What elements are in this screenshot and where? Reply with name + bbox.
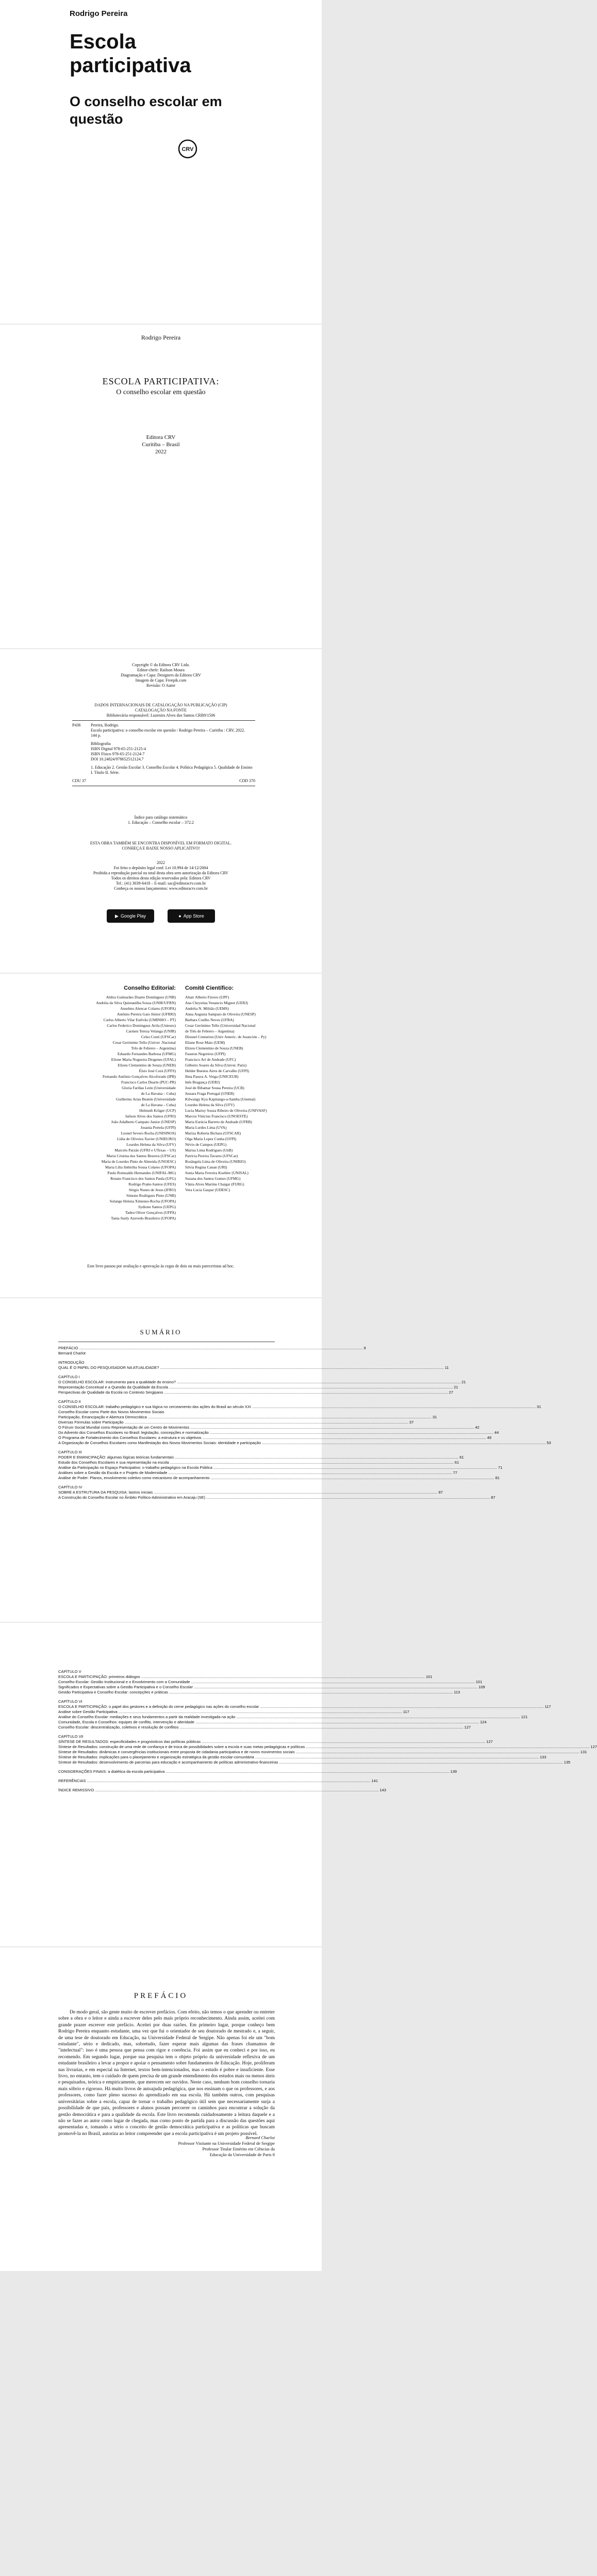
catalog-bibliography: Bibliografia (91, 741, 111, 746)
toc-entry-page: 81 (495, 1476, 500, 1480)
council-member: Mariza Roberta Bichara (UFSCAR) (185, 1131, 241, 1136)
imprint-publisher: Editora CRV (146, 434, 176, 440)
council-member: Paulo Romualdo Hernandes (UNIFAL-MG) (107, 1171, 176, 1175)
preface-signature (58, 2135, 275, 2158)
council-member: Patrícia Pereira Tavares (UFSCar) (185, 1154, 238, 1158)
toc-entry-label: A Organização de Conselhos Escolares como Manifestação dos Novos Movimentos Sociais: identidade e participação ..... (58, 1440, 545, 1446)
toc-entry-label: Participação, Emancipação e Abertura Democrática ..... (58, 1415, 432, 1420)
council-member: Silvia Regina Canan (URI) (185, 1165, 227, 1170)
toc-entry-page: 61 (459, 1455, 464, 1460)
toc-entry-page: 21 (454, 1385, 458, 1389)
ebook-line-2: CONHEÇA E BAIXE NOSSO APLICATIVO! (122, 846, 200, 851)
toc-heading[interactable]: INTRODUÇÃO (58, 1360, 85, 1365)
toc-entry-page: 44 (494, 1430, 499, 1435)
toc-entry-page: 53 (546, 1440, 551, 1445)
council-member: Vânia Alves Martins Chaigar (FURG) (185, 1182, 244, 1187)
preface-affiliation-2: Professor Titular Emérito em Ciências da (202, 2146, 275, 2151)
toc-entry-page: 87 (491, 1495, 495, 1500)
council-member: Anselmo Alencar Colares (UFOPA) (120, 1006, 176, 1011)
council-member: Andréia N. Militão (UEMS) (185, 1006, 229, 1011)
council-member: Carlos Federico Domínguez Avila (Unieuro) (107, 1023, 176, 1028)
toc-entry-label: Conselho Escolar: Gestão Institucional e o Envolvimento com a Comunidade ..... (58, 1680, 475, 1685)
cover-page (0, 0, 322, 324)
council-member: Três de Febrero – Argentina) (131, 1046, 176, 1050)
council-member: Gilberto Soares da Silva (Univer. Paris) (185, 1063, 247, 1067)
toc-entry-page: 42 (475, 1425, 479, 1430)
toc-entry-page: 11 (444, 1365, 449, 1370)
toc-entry[interactable] (58, 1495, 495, 1500)
imprint-year: 2022 (155, 449, 167, 455)
summary-page-2 (0, 1623, 597, 1946)
toc-entry[interactable] (58, 1788, 386, 1793)
toc-entry-page: 139 (450, 1769, 457, 1774)
council-member: Maria Lília Imbiriba Sousa Colares (UFOPA) (105, 1165, 176, 1170)
toc-entry[interactable] (58, 1739, 493, 1744)
council-member: Josania Portela (UFPI) (140, 1125, 176, 1130)
council-member: Celso Conti (UFSCar) (141, 1035, 176, 1039)
toc-entry-page: 121 (521, 1715, 528, 1719)
council-member: Suzana dos Santos Gomes (UFMG) (185, 1176, 241, 1181)
rights-block (0, 860, 322, 891)
toc-entry-label: O CONSELHO ESCOLAR: instrumento para a qualidade do ensino? ..... (58, 1380, 460, 1385)
copyright-cover-image: Imagem de Capa: Freepik.com (135, 678, 187, 683)
council-member: Marisa Lima Rodrigues (UnB) (185, 1148, 233, 1153)
council-member: Fauston Negreiros (UFPI) (185, 1052, 226, 1056)
council-member: Sydione Santos (UEPG) (138, 1205, 176, 1209)
toc-entry-page: 117 (544, 1704, 551, 1709)
preface-title: PREFÁCIO (134, 1992, 188, 2000)
ebook-line-1: ESTA OBRA TAMBÉM SE ENCONTRA DISPONÍVEL EM FORMATO DIGITAL. (90, 841, 232, 845)
toc-entry-label: Análise sobre Gestão Participativa ..... (58, 1709, 402, 1715)
toc-entry-label: REFERÊNCIAS ..... (58, 1778, 371, 1784)
toc-entry[interactable] (58, 1390, 454, 1395)
imprint-city: Curitiba – Brasil (142, 442, 180, 448)
toc-entry-label: PODER E EMANCIPAÇÃO: algumas lógicas teóricas fundamentais ..... (58, 1455, 458, 1460)
catalog-cdd: CDD 370 (239, 778, 255, 783)
council-member: Rosângela Lima de Oliveira (UNIRIO) (185, 1159, 246, 1164)
catalog-title: Escola participativa: o conselho escolar em questão / Rodrigo Pereira – Curitiba : CRV, 2022. (91, 728, 245, 733)
council-member: Elizeu Clementino de Souza (UNEB) (185, 1046, 243, 1050)
scientific-committee-list (185, 994, 304, 1193)
copyright-design: Diagramação e Capa: Designers da Editora CRV (121, 673, 201, 677)
toc-entry[interactable] (58, 1750, 587, 1755)
toc-spacer (58, 1370, 275, 1375)
council-member: Carmen Tereza Velanga (UNIR) (126, 1029, 176, 1033)
council-member: Névio de Campos (UEPG) (185, 1142, 227, 1147)
toc-entry[interactable] (58, 1476, 500, 1481)
toc-entry[interactable] (58, 1465, 503, 1470)
toc-entry-label: CONSIDERAÇÕES FINAIS: a dialética da escola participativa ..... (58, 1769, 450, 1774)
rights-line-2: Proibida a reprodução parcial ou total desta obra sem autorização da Editora CRV (93, 871, 228, 875)
toc-entry-label: SÍNTESE DE RESULTADOS: especificidades e prognósticos das políticas públicas ..... (58, 1739, 485, 1744)
toc-entry-label: ESCOLA E PARTICIPAÇÃO: primeiros diálogos ..... (58, 1674, 425, 1680)
catalog-head-2: CATALOGAÇÃO NA FONTE (135, 708, 187, 713)
toc-entry[interactable] (58, 1680, 483, 1685)
catalog-classification (72, 778, 255, 784)
toc-entry-page: 101 (475, 1680, 483, 1684)
toc-entry-page: 127 (486, 1739, 493, 1744)
council-member: Sérgio Nunes de Jesus (IFRO) (128, 1188, 176, 1192)
catalog-cdu: CDU 37 (72, 778, 86, 783)
toc-heading[interactable]: CAPÍTULO II (58, 1399, 81, 1404)
toc-entry-page: 143 (379, 1788, 386, 1792)
catalog-doi: DOI 10.24824/978652512124.7 (91, 757, 144, 761)
toc-entry-label: ÍNDICE REMISSIVO ..... (58, 1788, 378, 1793)
toc-entry-page: 101 (426, 1674, 433, 1679)
toc-entry-page: 127 (590, 1744, 597, 1749)
toc-entry-page: 49 (487, 1435, 492, 1440)
copyright-review: Revisão: O Autor (146, 683, 175, 688)
toc-entry-label: O Fórum Social Mundial como Representação de um Centro de Movimentos ..... (58, 1425, 474, 1430)
toc-entry-label: Análise do Conselho Escolar: mediações e seus fundamentos a partir da realidade investigada na ação ..... (58, 1715, 520, 1720)
toc-entry-label: O Programa de Fortalecimento dos Conselhos Escolares: a estrutura e os objetivos ..... (58, 1435, 486, 1440)
toc-entry-page: 31 (432, 1415, 437, 1419)
catalog-head-1: DADOS INTERNACIONAIS DE CATALOGAÇÃO NA PUBLICAÇÃO (CIP) (94, 703, 227, 707)
council-member: Tadeu Oliver Gonçalves (UFPA) (125, 1210, 176, 1215)
toc-entry-page: 71 (498, 1465, 503, 1470)
toc-entry[interactable] (58, 1425, 479, 1430)
rights-year: 2022 (157, 860, 165, 865)
toc-entry-label: Significados e Expectativas sobre a Gestão Participativa e o Conselho Escolar ..... (58, 1685, 477, 1690)
title-page-author: Rodrigo Pereira (141, 334, 181, 341)
council-member: José de Ribamar Sousa Pereira (UCB) (185, 1086, 244, 1090)
copyright-line: Copyright © da Editora CRV Ltda. (132, 663, 190, 667)
toc-entry-page: 21 (461, 1380, 466, 1384)
council-member: Vera Lucia Gaspar (UDESC) (185, 1188, 230, 1192)
toc-entry-page: 61 (454, 1460, 459, 1465)
cover-author: Rodrigo Pereira (70, 9, 128, 18)
council-member: Andréia da Silva Quintanilha Sousa (UNIR/UFRN) (96, 1001, 176, 1005)
toc-entry-page: 141 (371, 1778, 378, 1783)
editorial-council-list (65, 994, 176, 1221)
toc-heading[interactable]: CAPÍTULO III (58, 1450, 82, 1454)
toc-spacer (58, 1784, 275, 1788)
council-member: de La Havana – Cuba) (141, 1091, 176, 1096)
council-member: Élsio José Corá (UFFS) (139, 1069, 176, 1073)
toc-entry-label: ESCOLA E PARTICIPAÇÃO: o papel dos gestores e a definição do cerne pedagógico nas ações do conselho escolar ..... (58, 1704, 544, 1709)
title-page-subtitle: O conselho escolar em questão (116, 388, 206, 396)
crv-logo-text: CRV (181, 146, 194, 152)
preface-signer: Bernard Charlot (245, 2135, 275, 2140)
toc-entry[interactable] (58, 1420, 414, 1425)
toc-entry[interactable] (58, 1415, 437, 1420)
toc-entry-label: Síntese de Resultados: dinâmicas e convergências institucionais entre proposta de cidadania participativa e de novos movimentos sociais ..... (58, 1750, 579, 1755)
council-member: Altair Alberto Fávero (UPF) (185, 995, 229, 999)
toc-entry-page: 135 (563, 1760, 571, 1765)
toc-entry-label: Análise de Poder: Planos, envolvimento coletivo como mecanismo de acompanhamento ..... (58, 1476, 494, 1481)
toc-entry[interactable] (58, 1365, 449, 1370)
toc-entry-label: Representação Conceitual e a Questão da Qualidade da Escola ..... (58, 1385, 453, 1390)
council-member: Renato Francisco dos Santos Paula (UFG) (110, 1176, 176, 1181)
toc-entry-page: 124 (480, 1720, 487, 1724)
toc-entry-page: 27 (449, 1390, 454, 1395)
play-store-icon: ▶ (115, 913, 119, 919)
council-member: Lucia Marisy Souza Ribeiro de Oliveira (UNIVASF) (185, 1108, 267, 1113)
rights-line-4: Tel.: (41) 3039-6418 – E-mail: sac@editoracrv.com.br (115, 881, 206, 886)
toc-heading[interactable]: Conselho Escolar como Parte dos Novos Movimentos Sociais (58, 1410, 164, 1414)
toc-spacer (58, 1695, 275, 1699)
toc-entry-label: O CONSELHO ESCOLAR: trabalho pedagógico e sua lógica no cerceamento das ações do Brasil ao século XXI ..... (58, 1404, 536, 1410)
peer-review-note: Este livro passou por avaliação e aprovação às cegas de dois ou mais pareceristas ad hoc. (87, 1264, 235, 1268)
council-member: Lourdes Helena da Silva (UFV) (185, 1103, 235, 1107)
council-member: Helmuth Krüger (UCP) (139, 1108, 176, 1113)
toc-entry-page: 9 (363, 1346, 366, 1350)
council-member: Aldira Guimarães Duarte Domínguez (UNB) (106, 995, 176, 999)
council-member: Elizeu Clementino de Souza (UNEB) (118, 1063, 176, 1067)
toc-entry-label: Análise da Participação no Espaço Participativo: o trabalho pedagógico na Escola Pública ..... (58, 1465, 497, 1470)
council-member: Jailson Alves dos Santos (UFRJ) (125, 1114, 176, 1118)
council-member: Cesar Gerónimo Tello (Universidad Nacional (185, 1023, 256, 1028)
preface-affiliation-1: Professor Visitante na Universidade Federal de Sergipe (178, 2141, 275, 2146)
app-store-badge[interactable] (168, 909, 215, 923)
toc-entry[interactable] (58, 1725, 471, 1730)
council-member: Carlos Alberto Vilar Estêvão (UMINHO – PT) (103, 1018, 176, 1022)
council-member: Kilwangy Kya Kapitango-a-Samba (Unemat) (185, 1097, 256, 1101)
council-member: de La Havana – Cuba) (141, 1103, 176, 1107)
toc-entry[interactable] (58, 1440, 551, 1446)
council-member: Sonia Maria Ferreira Koehler (UNISAL) (185, 1171, 248, 1175)
editorial-council-heading: Conselho Editorial: (124, 985, 176, 991)
toc-entry-label: Diversas Fórmulas sobre Participação ..... (58, 1420, 408, 1425)
toc-entry[interactable] (58, 1690, 460, 1695)
toc-entry-page: 77 (453, 1470, 457, 1475)
toc-heading[interactable]: CAPÍTULO IV (58, 1485, 82, 1489)
council-member: Antônio Pereira Gaio Júnior (UFRRJ) (117, 1012, 176, 1016)
toc-entry-label: PREFÁCIO ..... (58, 1346, 363, 1351)
rights-line-3: Todos os direitos desta edição reservados pela: Editora CRV (111, 876, 211, 880)
toc-entry-label: Síntese de Resultados: construção de uma rede de confiança e de troca de possibilidades sobre a escola e suas metas pedagógicas e políticas ..... (58, 1744, 589, 1750)
toc-entry[interactable] (58, 1778, 378, 1784)
catalog-card-body (72, 723, 255, 775)
catalog-head-3: Bibliotecária responsável: Luzenira Alves dos Santos CRB9/1506 (106, 713, 215, 718)
toc-entry[interactable] (58, 1720, 487, 1725)
toc-heading[interactable]: CAPÍTULO VII (58, 1734, 84, 1739)
council-member: Helder Buenos Aires de Carvalho (UFPI) (185, 1069, 249, 1073)
toc-entry[interactable] (58, 1709, 409, 1715)
toc-entry[interactable] (58, 1704, 551, 1709)
toc-entry[interactable] (58, 1346, 366, 1351)
toc-entry[interactable] (58, 1760, 571, 1765)
council-member: Maria Cristina dos Santos Bezerra (UFSCar) (106, 1154, 176, 1158)
preface-text: De modo geral, são gente muito de escrever prefácios. Com efeito, não temos o que aprender ou entreter sobre a obra e o leitor e ainda a escrever deles pelo mais próprio reconhecimento. Ainda assim, aceitei com grande prazer escrever este prefácio. Aceitei por duas razões. Em primeiro lugar, porque conheço bem Rodrigo Pereira enquanto estudante, uma vez que fui o orientador de seu doutorado de mestrado e, a seguir, de uma tese de doutorado em Educação, na Universidade Federal de Sergipe. Não apenas foi ele um "bom estudante", sério e dedicado, mas, sobretudo, fazer esperar mais algumas das frases chamamos de "intelectual": isso é uma pessoa que pensa com rigor e coerência. Foi assim que eu conheci e por isso, eu recomendo. Em segundo lugar, porque sua pesquisa tem o objeto próprio da universidade reflexiva de um estudante brasileiro a levar a propor e apoiar o pensamento sobre fundamentos de Educação. Hoje, proliferam nas livrarias, e em especial na Internet, textos bem-intencionados, mas o estudo é pobre e insuficiente. Esse livro, no entanto, tem o cuidado de quem precisa de um grande entendimento dos estudos mais ou menos úteis e pesquisados, teórica e empiricamente, que merecem ser ouvidos. Neste caso, nenhum bom conselho tornaria mais sóbrio e rigoroso. Há muito livros de autoajuda pedagógica, que nos ensinam o que os professores, e aos professores, como fazer pleno sucesso do aprendizado em sua escola. Há também outros, com pesquisas universitárias sobre a escola, capaz de tornar o trabalho pedagógico útil sem que necessariamente surja a possibilidade de que pais, professores e alunos possam percorrer os caminhos para encontrar a solução da gestão democrática e para a qualidade da escola. Este livro recomenda cuidadosamente a leitura daquele e a não se fazer ao autor como lugar de chegada, mas como ponto de partida para a discussão das questões aqui apresentadas e, tomando a sério o conceito de gestão democrática participativa e as políticas que buscam promovê-la no Brasil, autoriza ao leitor compreender que a escola participativa é um projeto possível. (58, 2010, 275, 2137)
council-member: Elione Maria Nogueira Diogenes (UFAL) (111, 1057, 176, 1062)
catalog-subjects: 1. Educação 2. Gestão Escolar 3. Conselho Escolar 4. Política Pedagógica 5. Qualidade de Ensino I. Título II. Série. (91, 765, 253, 775)
toc-entry-label: Estudo dos Conselhos Escolares e sua representação na escola ..... (58, 1460, 454, 1465)
toc-entry-page: 127 (464, 1725, 471, 1730)
toc-entry[interactable] (58, 1385, 458, 1390)
toc-entry-label: Do Advento dos Conselhos Escolares no Brasil: legislação, concepções e normatização ..... (58, 1430, 493, 1435)
council-member: Lídia de Oliveira Xavier (UNIEURO) (117, 1137, 176, 1141)
council-member: de Três de Febrero – Argentina) (185, 1029, 235, 1033)
toc-entry-page: 117 (403, 1709, 409, 1714)
council-member: Anna Augusta Sampaio de Oliveira (UNESP) (185, 1012, 256, 1016)
council-member: Ana Chrystina Venancio Mignot (UERJ) (185, 1001, 248, 1005)
toc-spacer (58, 1395, 275, 1399)
council-member: Eduardo Fernandes Barbosa (UFMG) (117, 1052, 176, 1056)
preface-page (0, 1947, 322, 2271)
council-member: Simone Rodrigues Pinto (UNB) (126, 1193, 176, 1198)
toc-entry-page: 31 (537, 1404, 541, 1409)
copyright-page (0, 649, 322, 973)
catalog-heading (0, 703, 322, 718)
rights-line-1: Foi feito o depósito legal conf. Lei 10.994 de 14/12/2004 (113, 866, 208, 870)
catalog-pages: 144 p. (91, 733, 101, 738)
toc-entry-label: Conselho Escolar: descentralização, coletivos e resolução de conflitos ..... (58, 1725, 463, 1730)
ebook-notice (0, 841, 322, 851)
copyright-credits (0, 663, 322, 688)
cover-title-line1: Escola (70, 30, 136, 53)
toc-entry-label: Análises sobre a Gestão da Escola e o Projeto de Modernidade ..... (58, 1470, 452, 1476)
toc-entry[interactable] (58, 1435, 492, 1440)
council-member: Marcelo Paixão (UFRJ e UTexas – US) (114, 1148, 176, 1153)
council-member: Jussara Fraga Portugal (UNEB) (185, 1091, 235, 1096)
toc-entry-label: SOBRE A ESTRUTURA DA PESQUISA: lastros iniciais ..... (58, 1490, 438, 1495)
council-member: Rodrigo Pratte-Santos (UFES) (128, 1182, 176, 1187)
toc-heading[interactable]: Bernard Charlot (58, 1351, 86, 1355)
toc-spacer (58, 1446, 275, 1450)
council-member: Maria Lurdes Lima (UVA) (185, 1125, 227, 1130)
council-member: Maria Eurácia Barreto de Andrade (UFRB) (185, 1120, 252, 1124)
council-member: Francisco Ari de Andrade (UFC) (185, 1057, 236, 1062)
summary-title: SUMÁRIO (140, 1328, 182, 1336)
toc-entry-label: Perspectivas de Qualidade da Escola no Contexto Sergipano ..... (58, 1390, 448, 1395)
toc-entry[interactable] (58, 1769, 457, 1774)
toc-entry[interactable] (58, 1380, 466, 1385)
toc-entry[interactable] (58, 1470, 457, 1476)
toc-entry[interactable] (58, 1755, 546, 1760)
cover-title-line2: participativa (70, 54, 191, 77)
council-member: Francisco Carlos Duarte (PUC-PR) (121, 1080, 176, 1084)
apple-icon: ● (178, 913, 181, 919)
rights-line-5: Conheça os nossos lançamentos: www.editoracrv.com.br (114, 886, 208, 891)
toc-entry-label: Síntese de Resultados: implicações para o planejamento e organização estratégica da gestão escolar-comunitária ..... (58, 1755, 539, 1760)
summary-list-2 (58, 1669, 597, 1793)
toc-heading[interactable]: CAPÍTULO V (58, 1669, 81, 1674)
catalog-author: Pereira, Rodrigo. (91, 723, 119, 727)
council-member: Leonel Severo Rocha (UNISINOS) (121, 1131, 176, 1136)
council-member: Fernando Antônio Gonçalves Alcoforado (IPB) (102, 1074, 176, 1079)
council-member: Eliane Rose Maio (UEM) (185, 1040, 225, 1045)
cover-subtitle: O conselho escolar em questão (70, 94, 222, 127)
council-member: Olga Maria Lopes Cunha (UFPI) (185, 1137, 237, 1141)
toc-entry[interactable] (58, 1744, 597, 1750)
council-member: Maria de Lourdes Pinto de Almeida (UNOESC) (101, 1159, 176, 1164)
title-page (0, 325, 322, 648)
toc-entry-page: 131 (580, 1750, 587, 1754)
toc-spacer (58, 1774, 275, 1778)
council-member: Diosnel Centurion (Univ Americ. de Asunción – Py) (185, 1035, 267, 1039)
council-member: Solange Helena Ximenes-Rocha (UFOPA) (109, 1199, 176, 1204)
toc-entry-page: 87 (438, 1490, 443, 1495)
copyright-editor: Editor-chefe: Railson Moura (137, 668, 185, 672)
toc-entry[interactable] (58, 1460, 459, 1465)
catalog-code: P436 (72, 723, 81, 727)
crv-logo-icon (178, 139, 197, 159)
toc-entry-label: Síntese de Resultados: desenvolvimento de parcerias para educação e acompanhamento de políticas administrativo-financeiras ..... (58, 1760, 563, 1765)
council-member: Barbara Coelho Neves (UFBA) (185, 1018, 234, 1022)
toc-entry[interactable] (58, 1674, 433, 1680)
toc-entry-page: 113 (454, 1690, 460, 1694)
council-member: Guillermo Arias Beatón (Universidade (115, 1097, 176, 1101)
title-page-title: ESCOLA PARTICIPATIVA: (102, 376, 220, 386)
council-member: Tania Suely Azevedo Brasileiro (UFOPA) (111, 1216, 176, 1221)
editorial-council-page (0, 974, 322, 1297)
title-page-imprint (0, 434, 322, 455)
index-block (0, 815, 322, 825)
toc-spacer (58, 1765, 275, 1769)
toc-entry[interactable] (58, 1430, 499, 1435)
council-member: Gloria Fariñas León (Universidade (122, 1086, 176, 1090)
preface-affiliation-3: Educação da Universidade de Paris 8 (209, 2152, 275, 2157)
toc-entry-label: A Construção do Conselho Escolar no Âmbito Político-Administrativo em Aracaju (SE) ..... (58, 1495, 490, 1500)
toc-entry[interactable] (58, 1490, 443, 1495)
toc-spacer (58, 1730, 275, 1734)
google-play-label: Google Play (120, 913, 146, 919)
council-member: Marcos Vinicius Francisco (UNOESTE) (185, 1114, 248, 1118)
toc-heading[interactable]: CAPÍTULO I (58, 1375, 80, 1379)
toc-entry[interactable] (58, 1715, 528, 1720)
index-entry: 1. Educação – Conselho escolar – 372.2 (128, 820, 194, 825)
catalog-entry (91, 723, 255, 775)
council-member: Inês Bragança (UERJ) (185, 1080, 220, 1084)
scientific-committee-heading: Comitê Científico: (185, 985, 234, 991)
toc-entry-page: 133 (540, 1755, 546, 1759)
summary-list-1 (58, 1346, 551, 1500)
publisher-logo (178, 139, 197, 161)
toc-spacer (58, 1356, 275, 1360)
google-play-badge[interactable] (107, 909, 154, 923)
council-member: João Adalberto Campato Junior (UNESP) (111, 1120, 176, 1124)
toc-entry-label: Comunidade, Escola e Conselhos: equipes de conflito, intervenção e alteridade ..... (58, 1720, 479, 1725)
toc-entry-label: QUAL É O PAPEL DO PESQUISADOR NA ATUALIDADE? ..... (58, 1365, 444, 1370)
council-member: Ilma Passos A. Veiga (UNICEUB) (185, 1074, 239, 1079)
toc-entry-page: 37 (409, 1420, 414, 1425)
council-member: Lourdes Helena da Silva (UFV) (126, 1142, 176, 1147)
council-member: Cesar Gerónimo Tello (Univer .Nacional (112, 1040, 176, 1045)
catalog-isbn-physical: ISBN Físico 978-65-251-2124-7 (91, 752, 145, 756)
toc-entry[interactable] (58, 1404, 541, 1410)
app-store-label: App Store (183, 913, 204, 919)
summary-page (0, 1298, 551, 1622)
catalog-isbn-digital: ISBN Digital 978-65-251-2125-4 (91, 747, 146, 751)
toc-entry-page: 109 (478, 1685, 485, 1689)
toc-entry[interactable] (58, 1685, 485, 1690)
catalog-card (72, 720, 255, 786)
toc-heading[interactable]: CAPÍTULO VI (58, 1699, 82, 1704)
toc-entry-label: Gestão Participativa e Conselho Escolar: concepções e práticas ..... (58, 1690, 453, 1695)
toc-entry[interactable] (58, 1455, 464, 1460)
toc-spacer (58, 1481, 275, 1485)
index-heading: Índice para catálogo sistemático (134, 815, 188, 820)
